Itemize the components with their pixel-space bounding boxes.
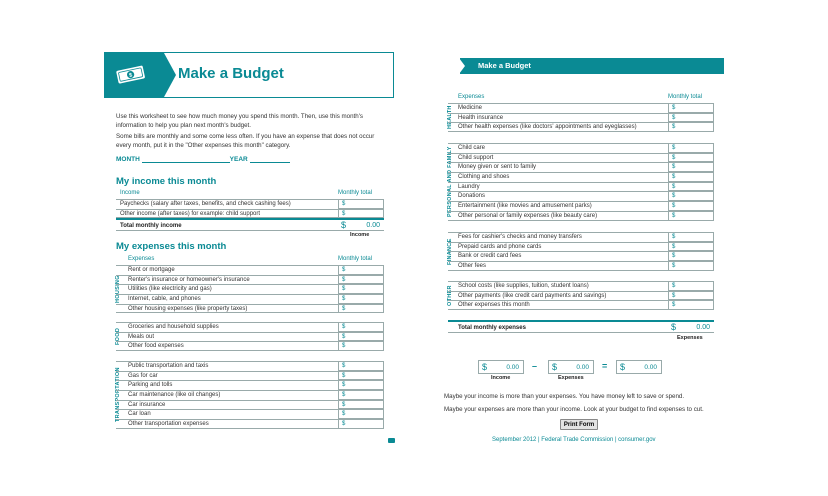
year-label: YEAR (229, 156, 248, 163)
dollar-sign: $ (672, 263, 676, 270)
dollar-sign: $ (552, 362, 558, 372)
row-label: Medicine (458, 105, 483, 111)
dollar-sign: $ (341, 220, 347, 231)
table-row (448, 232, 714, 242)
equals-sign: = (602, 361, 608, 371)
row-label: Laundry (458, 183, 480, 190)
table-row (448, 211, 714, 221)
dollar-sign: $ (672, 243, 676, 250)
amount-field[interactable] (668, 291, 714, 301)
dollar-sign: $ (342, 286, 346, 293)
table-row (448, 143, 714, 153)
table-row (116, 209, 384, 219)
table-row (448, 281, 714, 291)
table-row (448, 242, 714, 252)
expenses-under-label: Expenses (677, 335, 703, 341)
dollar-sign: $ (620, 362, 626, 372)
dollar-sign: $ (672, 292, 676, 299)
row-label: Rent or mortgage (128, 267, 175, 273)
table-row (116, 275, 384, 285)
row-label: Utilities (like electricity and gas) (128, 286, 212, 293)
table-row (448, 261, 714, 271)
row-label: Paychecks (salary after taxes, benefits, and check cashing fees) (120, 201, 291, 207)
row-label: School costs (like supplies, tuition, student loans) (458, 283, 589, 289)
group-label-health: HEALTH (447, 105, 453, 130)
other-table (448, 281, 714, 310)
housing-table (116, 256, 384, 313)
table-row (448, 182, 714, 192)
table-row (116, 380, 384, 390)
amount-field[interactable] (668, 113, 714, 123)
monthly-total-header: Monthly total (668, 94, 703, 100)
table-row (448, 172, 714, 182)
total-income-field[interactable] (338, 220, 384, 231)
amount-field[interactable] (668, 191, 714, 201)
group-label-finance: FINANCE (447, 238, 453, 265)
equation-expenses-value: 0.00 (576, 364, 589, 371)
total-income-row (116, 218, 384, 231)
amount-field[interactable] (338, 332, 384, 342)
monthly-total-header: Monthly total (338, 190, 373, 196)
table-row (448, 291, 714, 301)
total-expenses-value: 0.00 (696, 324, 710, 331)
equation-income-field[interactable] (478, 360, 524, 374)
table-row (116, 390, 384, 400)
amount-field[interactable] (668, 182, 714, 192)
row-label: Other transportation expenses (128, 421, 209, 428)
total-expenses-field[interactable] (668, 322, 714, 333)
row-label: Child care (458, 145, 486, 151)
amount-field[interactable] (668, 143, 714, 153)
equation-income-label: Income (491, 375, 511, 381)
dollar-sign: $ (672, 203, 676, 210)
dollar-sign: $ (672, 253, 676, 260)
expenses-table-header (116, 256, 384, 265)
amount-field[interactable] (338, 199, 384, 209)
expenses-column-header: Expenses (128, 256, 155, 262)
group-label-housing: HOUSING (115, 275, 121, 303)
transportation-table (116, 361, 384, 429)
table-row (448, 191, 714, 201)
group-label-other: OTHER (447, 285, 453, 306)
right-expenses-table-header (448, 94, 714, 103)
amount-field[interactable] (338, 400, 384, 410)
row-label: Meals out (128, 333, 155, 340)
dollar-sign: $ (672, 114, 676, 121)
dollar-sign: $ (342, 372, 346, 379)
table-row (116, 400, 384, 410)
month-label: MONTH (116, 156, 140, 163)
header-banner (104, 53, 164, 97)
dollar-sign: $ (342, 333, 346, 340)
row-label: Other expenses this month (458, 302, 530, 309)
dollar-sign: $ (342, 305, 346, 312)
dollar-sign: $ (342, 296, 346, 303)
right-page-title: Make a Budget (478, 61, 531, 70)
total-expenses-label: Total monthly expenses (458, 325, 526, 331)
footer-text: September 2012 | Federal Trade Commission | consumer.gov (492, 437, 656, 443)
row-label: Other personal or family expenses (like beauty care) (458, 212, 598, 219)
expenses-column-header: Expenses (458, 94, 485, 100)
health-table (448, 94, 714, 132)
amount-field[interactable] (338, 294, 384, 304)
amount-field[interactable] (338, 209, 384, 219)
dollar-sign: $ (342, 276, 346, 283)
svg-text:$: $ (128, 72, 133, 79)
amount-field[interactable] (668, 211, 714, 221)
row-label: Parking and tolls (128, 382, 173, 389)
table-row (116, 294, 384, 304)
table-row (116, 199, 384, 209)
amount-field[interactable] (668, 201, 714, 211)
table-row (116, 341, 384, 351)
dollar-sign: $ (672, 124, 676, 131)
month-field[interactable] (142, 162, 230, 163)
note-deficit: Maybe your expenses are more than your income. Look at your budget to find expenses to cut. (444, 406, 704, 413)
dollar-sign: $ (672, 174, 676, 181)
dollar-sign: $ (672, 212, 676, 219)
income-under-label: Income (350, 232, 370, 238)
amount-field[interactable] (668, 281, 714, 291)
amount-field[interactable] (668, 242, 714, 252)
dollar-sign: $ (672, 105, 676, 111)
income-table-header (116, 190, 384, 199)
table-row (116, 409, 384, 419)
total-expenses-table (448, 320, 714, 333)
note-surplus: Maybe your income is more than your expenses. You have money left to save or spend. (444, 393, 685, 400)
table-row (116, 322, 384, 332)
amount-field[interactable] (668, 153, 714, 163)
dollar-sign: $ (672, 164, 676, 171)
table-row (448, 300, 714, 310)
dollar-sign: $ (342, 392, 346, 399)
row-label: Other income (after taxes) for example: child support (120, 210, 261, 217)
row-label: Donations (458, 193, 486, 200)
dollar-sign: $ (342, 411, 346, 418)
row-label: Other payments (like credit card payments and savings) (458, 292, 607, 299)
dollar-sign: $ (672, 145, 676, 151)
total-income-label: Total monthly income (120, 223, 182, 230)
amount-field[interactable] (338, 322, 384, 332)
table-row (448, 103, 714, 113)
personal-table (448, 143, 714, 221)
amount-field[interactable] (668, 122, 714, 132)
row-label: Entertainment (like movies and amusement parks) (458, 203, 592, 210)
amount-field[interactable] (668, 103, 714, 113)
dollar-sign: $ (342, 201, 346, 207)
expenses-section-title: My expenses this month (116, 241, 227, 252)
table-row (448, 122, 714, 132)
dollar-sign: $ (672, 302, 676, 309)
amount-field[interactable] (338, 409, 384, 419)
amount-field[interactable] (338, 419, 384, 429)
table-row (116, 371, 384, 381)
finance-table (448, 232, 714, 271)
table-row (116, 361, 384, 371)
table-row (116, 332, 384, 342)
monthly-total-header: Monthly total (338, 256, 373, 262)
year-field[interactable] (250, 162, 290, 163)
amount-field[interactable] (668, 251, 714, 261)
dollar-sign: $ (672, 234, 676, 240)
row-label: Money given or sent to family (458, 164, 537, 171)
dollar-sign: $ (342, 343, 346, 350)
row-label: Other food expenses (128, 343, 184, 350)
amount-field[interactable] (338, 371, 384, 381)
amount-field[interactable] (668, 172, 714, 182)
dollar-sign: $ (342, 401, 346, 408)
amount-field[interactable] (338, 390, 384, 400)
dollar-sign: $ (342, 363, 346, 369)
table-row (448, 153, 714, 163)
row-label: Other health expenses (like doctors' appointments and eyeglasses) (458, 124, 637, 131)
dollar-sign: $ (342, 267, 346, 273)
amount-field[interactable] (338, 275, 384, 285)
total-expenses-row (448, 320, 714, 333)
dollar-sign: $ (342, 382, 346, 389)
row-label: Car insurance (128, 401, 166, 408)
dollar-sign: $ (671, 322, 677, 332)
group-label-personal-family: PERSONAL AND FAMILY (447, 146, 453, 218)
row-label: Other fees (458, 263, 487, 270)
row-label: Bank or credit card fees (458, 253, 522, 260)
amount-field[interactable] (338, 265, 384, 275)
row-label: Clothing and shoes (458, 174, 510, 181)
row-label: Internet, cable, and phones (128, 296, 201, 303)
print-form-button[interactable]: Print Form (560, 419, 598, 430)
dollar-sign: $ (342, 421, 346, 428)
amount-field[interactable] (668, 162, 714, 172)
table-row (448, 162, 714, 172)
food-table (116, 322, 384, 351)
row-label: Child support (458, 154, 494, 161)
row-label: Other housing expenses (like property taxes) (128, 305, 248, 312)
dollar-sign: $ (672, 283, 676, 289)
equation-income-value: 0.00 (506, 364, 519, 371)
money-icon (114, 63, 148, 85)
row-label: Prepaid cards and phone cards (458, 243, 542, 250)
amount-field[interactable] (338, 361, 384, 371)
equation-expenses-field[interactable] (548, 360, 594, 374)
amount-field[interactable] (338, 304, 384, 314)
row-label: Car maintenance (like oil changes) (128, 392, 221, 399)
table-row (116, 304, 384, 314)
amount-field[interactable] (668, 232, 714, 242)
row-label: Fees for cashier's checks and money transfers (458, 234, 582, 240)
row-label: Car loan (128, 411, 151, 418)
row-label: Gas for car (128, 372, 158, 379)
row-label: Renter's insurance or homeowner's insurance (128, 276, 250, 283)
amount-field[interactable] (338, 380, 384, 390)
table-row (448, 113, 714, 123)
minus-sign: – (532, 361, 538, 371)
row-label: Health insurance (458, 114, 504, 121)
income-table (116, 190, 384, 231)
amount-field[interactable] (668, 300, 714, 310)
dollar-sign: $ (342, 324, 346, 330)
equation-result-value: 0.00 (644, 364, 657, 371)
dollar-sign: $ (672, 183, 676, 190)
group-label-food: FOOD (115, 327, 121, 346)
equation-result-field[interactable] (616, 360, 662, 374)
income-section-title: My income this month (116, 176, 217, 187)
row-label: Public transportation and taxis (128, 363, 209, 369)
amount-field[interactable] (668, 261, 714, 271)
dollar-sign: $ (672, 193, 676, 200)
table-row (116, 419, 384, 429)
amount-field[interactable] (338, 284, 384, 294)
right-header (460, 58, 724, 74)
dollar-sign: $ (672, 154, 676, 161)
dollar-sign: $ (482, 362, 488, 372)
left-header (104, 52, 394, 98)
table-row (116, 284, 384, 294)
intro-paragraph-2: Some bills are monthly and some come less often. If you have an expense that does not occur every month, put it in the "Other expenses this month" category. (116, 133, 375, 149)
row-label: Groceries and household supplies (128, 324, 219, 330)
dollar-sign: $ (342, 210, 346, 217)
table-row (448, 201, 714, 211)
total-income-value: 0.00 (366, 222, 380, 230)
income-column-header: Income (120, 190, 140, 196)
page-title: Make a Budget (178, 65, 284, 82)
amount-field[interactable] (338, 341, 384, 351)
page-marker (388, 438, 395, 443)
table-row (448, 251, 714, 261)
intro-paragraph-1: Use this worksheet to see how much money you spend this month. Then, use this month's information to help you plan next month's budget. (116, 113, 363, 129)
table-row (116, 265, 384, 275)
group-label-transportation: TRANSPORTATION (115, 367, 121, 423)
equation-expenses-label: Expenses (558, 375, 584, 381)
month-year-line (116, 156, 290, 163)
